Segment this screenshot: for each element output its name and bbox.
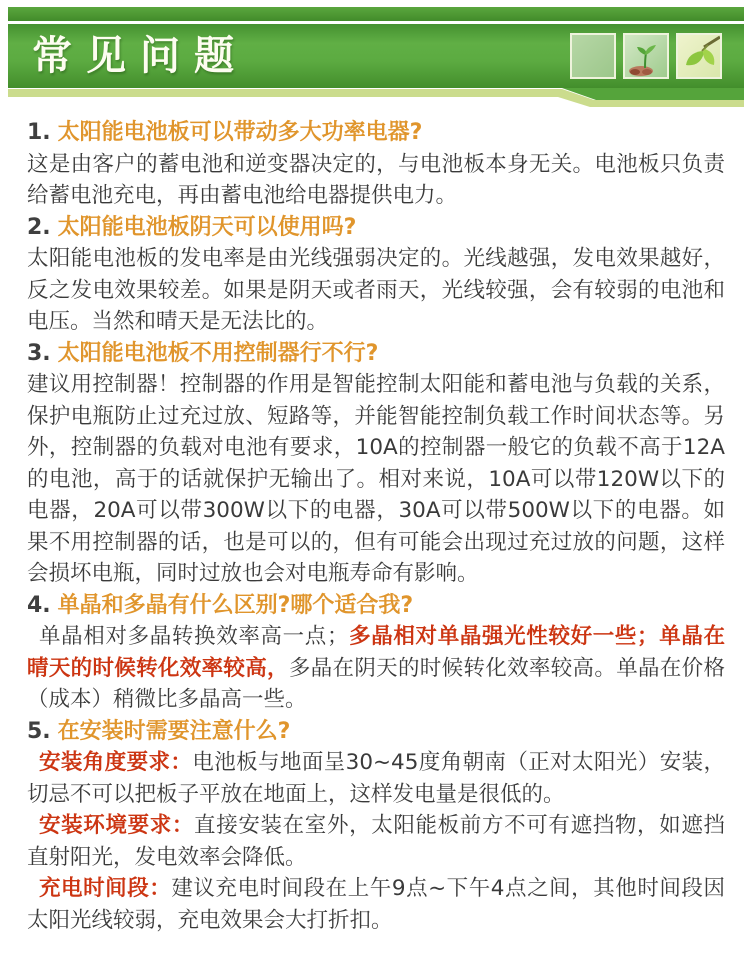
answer-text: 多晶在阴天的时候转化效率较高。单晶在价格（成本）稍微比多晶高一些。 <box>27 655 725 712</box>
answer-text: 单晶相对多晶转换效率高一点； <box>39 624 349 649</box>
question-number: 1. <box>27 120 51 145</box>
faq-answer-5-charging-time <box>27 873 725 936</box>
answer-label: 充电时间段： <box>39 876 172 901</box>
header-banner <box>8 24 744 88</box>
question-text: 太阳能电池板阴天可以使用吗? <box>57 214 357 240</box>
answer-text: 电池板与地面呈30~45度角朝南（正对太阳光）安装，切忌不可以把板子平放在地面上，这样发电量是很低的。 <box>27 750 725 807</box>
question-text: 在安装时需要注意什么? <box>57 718 291 744</box>
answer-label: 安装环境要求： <box>39 813 195 838</box>
answer-text: 直接安装在室外，太阳能板前方不可有遮挡物，如遮挡直射阳光，发电效率会降低。 <box>27 813 725 870</box>
answer-text: 太阳能电池板的发电率是由光线强弱决定的。光线越强，发电效果越好，反之发电效果较差。如果是阴天或者雨天，光线较强，会有较弱的电池和电压。当然和晴天是无法比的。 <box>27 246 725 334</box>
question-number: 2. <box>27 214 51 240</box>
header-top-strip <box>8 7 744 21</box>
question-number: 3. <box>27 340 51 366</box>
faq-question-5 <box>27 716 725 748</box>
faq-answer-4 <box>27 621 725 716</box>
faq-question-2 <box>27 212 725 244</box>
page-header <box>8 7 744 108</box>
header-bottom-strip <box>8 88 744 108</box>
question-number: 5. <box>27 718 51 744</box>
leaves-icon <box>676 33 722 79</box>
faq-answer-5-environment <box>27 810 725 873</box>
faq-answer-5-angle <box>27 747 725 810</box>
faq-answer-3 <box>27 369 725 590</box>
answer-label: 安装角度要求： <box>39 750 193 775</box>
faq-question-1 <box>27 117 725 149</box>
page-title: 常见问题 <box>32 32 248 79</box>
question-number: 4. <box>27 592 51 618</box>
answer-text: 建议用控制器！控制器的作用是智能控制太阳能和蓄电池与负载的关系，保护电瓶防止过充过放、短路等，并能智能控制负载工作时间状态等。另外，控制器的负载对电池有要求，10A的控制器一般它的负载不高于12A的电池，高于的话就保护无输出了。相对来说，10A可以带120W以下的电器，20A可以带300W以下的电器，30A可以带500W以下的电器。如果不用控制器的话，也是可以的，但有可能会出现过充过放的问题，这样会损坏电瓶，同时过放也会对电瓶寿命有影响。 <box>27 372 725 586</box>
header-thumbnails <box>570 33 722 79</box>
answer-text: 这是由客户的蓄电池和逆变器决定的，与电池板本身无关。电池板只负责给蓄电池充电，再由蓄电池给电器提供电力。 <box>27 151 725 208</box>
answer-text-highlight: 多晶相对单晶强光性较好一些；单晶在晴天的时候转化效率较高， <box>27 624 725 681</box>
faq-question-3 <box>27 338 725 370</box>
faq-question-4 <box>27 590 725 622</box>
green-square-thumbnail <box>570 33 616 79</box>
faq-answer-2 <box>27 243 725 338</box>
answer-text: 建议充电时间段在上午9点~下午4点之间，其他时间段因太阳光线较弱，充电效果会大打折扣。 <box>27 876 725 933</box>
faq-content <box>0 108 750 936</box>
question-text: 太阳能电池板可以带动多大功率电器? <box>57 120 423 145</box>
faq-answer-1 <box>27 149 725 212</box>
question-text: 太阳能电池板不用控制器行不行? <box>57 340 379 366</box>
seedling-icon <box>623 33 669 79</box>
question-text: 单晶和多晶有什么区别?哪个适合我? <box>57 592 414 618</box>
